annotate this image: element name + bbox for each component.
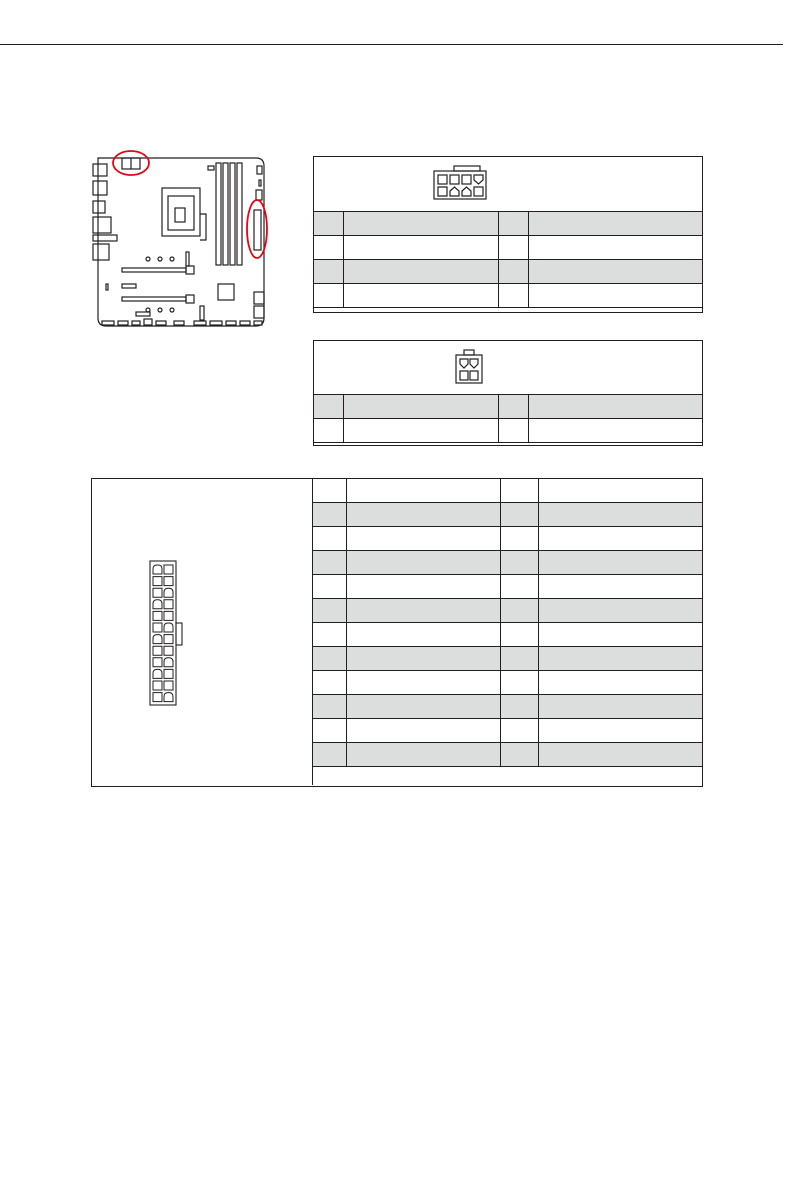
pin-b-cell	[499, 212, 529, 236]
pin-b-cell	[501, 527, 539, 551]
atx-24pin-header	[254, 210, 261, 250]
pin-cavity	[164, 658, 173, 667]
pin-row	[313, 527, 703, 551]
pin-cavity	[153, 646, 162, 655]
pin-a-cell	[313, 623, 347, 647]
pin-row	[313, 551, 703, 575]
signal-a-cell	[347, 479, 501, 503]
8-pin-connector-icon	[432, 165, 488, 201]
signal-b-cell	[539, 647, 703, 671]
pin-a-cell	[314, 260, 344, 284]
signal-b-cell	[539, 575, 703, 599]
pin-cavity	[153, 635, 162, 644]
atx-24pin-table	[312, 478, 703, 767]
signal-a-cell	[347, 503, 501, 527]
pin-a-cell	[313, 527, 347, 551]
signal-b-cell	[529, 419, 703, 443]
pin-row	[313, 575, 703, 599]
signal-b-cell	[539, 551, 703, 575]
pin-row	[313, 503, 703, 527]
signal-b-cell	[539, 503, 703, 527]
pin-cavity	[153, 565, 162, 574]
pin-cavity	[153, 577, 162, 586]
signal-a-cell	[347, 695, 501, 719]
pin-b-cell	[501, 575, 539, 599]
signal-b-cell	[529, 260, 703, 284]
signal-a-cell	[344, 212, 499, 236]
pin-a-cell	[313, 503, 347, 527]
pin-b-cell	[501, 647, 539, 671]
pin-row	[314, 260, 703, 284]
pin-a-cell	[313, 671, 347, 695]
pin-row	[314, 419, 703, 443]
pin-cavity	[153, 693, 162, 702]
pin-row	[313, 647, 703, 671]
pin-b-cell	[501, 479, 539, 503]
pin-b-cell	[499, 395, 529, 419]
pin-cavity	[164, 565, 173, 574]
signal-a-cell	[344, 284, 499, 308]
pin-cavity	[153, 681, 162, 690]
pin-b-cell	[501, 599, 539, 623]
signal-b-cell	[539, 599, 703, 623]
pin-row	[313, 623, 703, 647]
signal-b-cell	[529, 236, 703, 260]
signal-b-cell	[529, 212, 703, 236]
cpu-4pin-table	[313, 394, 703, 443]
header-rule	[0, 44, 783, 45]
pin-row	[314, 395, 703, 419]
pin-row	[313, 719, 703, 743]
signal-a-cell	[344, 395, 499, 419]
pin-cavity	[153, 600, 162, 609]
signal-a-cell	[347, 743, 501, 767]
pin-a-cell	[313, 695, 347, 719]
pin-b-cell	[501, 743, 539, 767]
signal-b-cell	[539, 479, 703, 503]
signal-a-cell	[347, 719, 501, 743]
pin-a-cell	[314, 419, 344, 443]
pin-b-cell	[499, 236, 529, 260]
pin-cavity	[164, 588, 173, 597]
signal-a-cell	[347, 527, 501, 551]
pin-row	[313, 599, 703, 623]
pin-a-cell	[313, 719, 347, 743]
pin-cavity	[164, 611, 173, 620]
pin-row	[313, 695, 703, 719]
pin-row	[313, 671, 703, 695]
pin-row	[314, 212, 703, 236]
signal-b-cell	[539, 527, 703, 551]
cpu-8pin-table	[313, 211, 703, 308]
pin-b-cell	[499, 419, 529, 443]
pin-cavity	[153, 623, 162, 632]
pin-b-cell	[501, 671, 539, 695]
pin-row	[313, 743, 703, 767]
pin-b-cell	[501, 503, 539, 527]
pin-b-cell	[501, 623, 539, 647]
signal-a-cell	[344, 236, 499, 260]
pin-cavity	[164, 693, 173, 702]
pin-cavity	[164, 600, 173, 609]
pin-a-cell	[313, 743, 347, 767]
pin-b-cell	[499, 260, 529, 284]
pin-cavity	[153, 611, 162, 620]
signal-b-cell	[539, 719, 703, 743]
signal-a-cell	[347, 575, 501, 599]
pin-row	[314, 284, 703, 308]
pin-a-cell	[313, 551, 347, 575]
pin-a-cell	[313, 647, 347, 671]
motherboard-diagram	[90, 144, 270, 334]
pin-b-cell	[501, 719, 539, 743]
signal-a-cell	[347, 599, 501, 623]
signal-b-cell	[539, 671, 703, 695]
signal-b-cell	[529, 395, 703, 419]
signal-a-cell	[347, 671, 501, 695]
4-pin-connector-icon	[454, 349, 484, 385]
pin-b-cell	[501, 695, 539, 719]
signal-a-cell	[344, 419, 499, 443]
pin-a-cell	[313, 479, 347, 503]
pin-b-cell	[499, 284, 529, 308]
24-pin-connector-icon	[148, 559, 188, 707]
signal-a-cell	[347, 551, 501, 575]
pin-b-cell	[501, 551, 539, 575]
signal-b-cell	[529, 284, 703, 308]
pin-cavity	[153, 588, 162, 597]
signal-b-cell	[539, 695, 703, 719]
pin-a-cell	[314, 236, 344, 260]
pin-cavity	[164, 646, 173, 655]
pin-a-cell	[313, 575, 347, 599]
pin-a-cell	[314, 395, 344, 419]
pin-cavity	[153, 669, 162, 678]
pin-cavity	[164, 577, 173, 586]
signal-b-cell	[539, 743, 703, 767]
signal-a-cell	[347, 623, 501, 647]
pin-row	[314, 236, 703, 260]
pin-cavity	[164, 669, 173, 678]
pin-cavity	[164, 681, 173, 690]
pin-cavity	[153, 658, 162, 667]
pin-a-cell	[314, 212, 344, 236]
signal-a-cell	[347, 647, 501, 671]
pin-cavity	[164, 623, 173, 632]
pin-a-cell	[314, 284, 344, 308]
signal-b-cell	[539, 623, 703, 647]
pin-row	[313, 479, 703, 503]
pin-cavity	[164, 635, 173, 644]
pin-a-cell	[313, 599, 347, 623]
signal-a-cell	[344, 260, 499, 284]
